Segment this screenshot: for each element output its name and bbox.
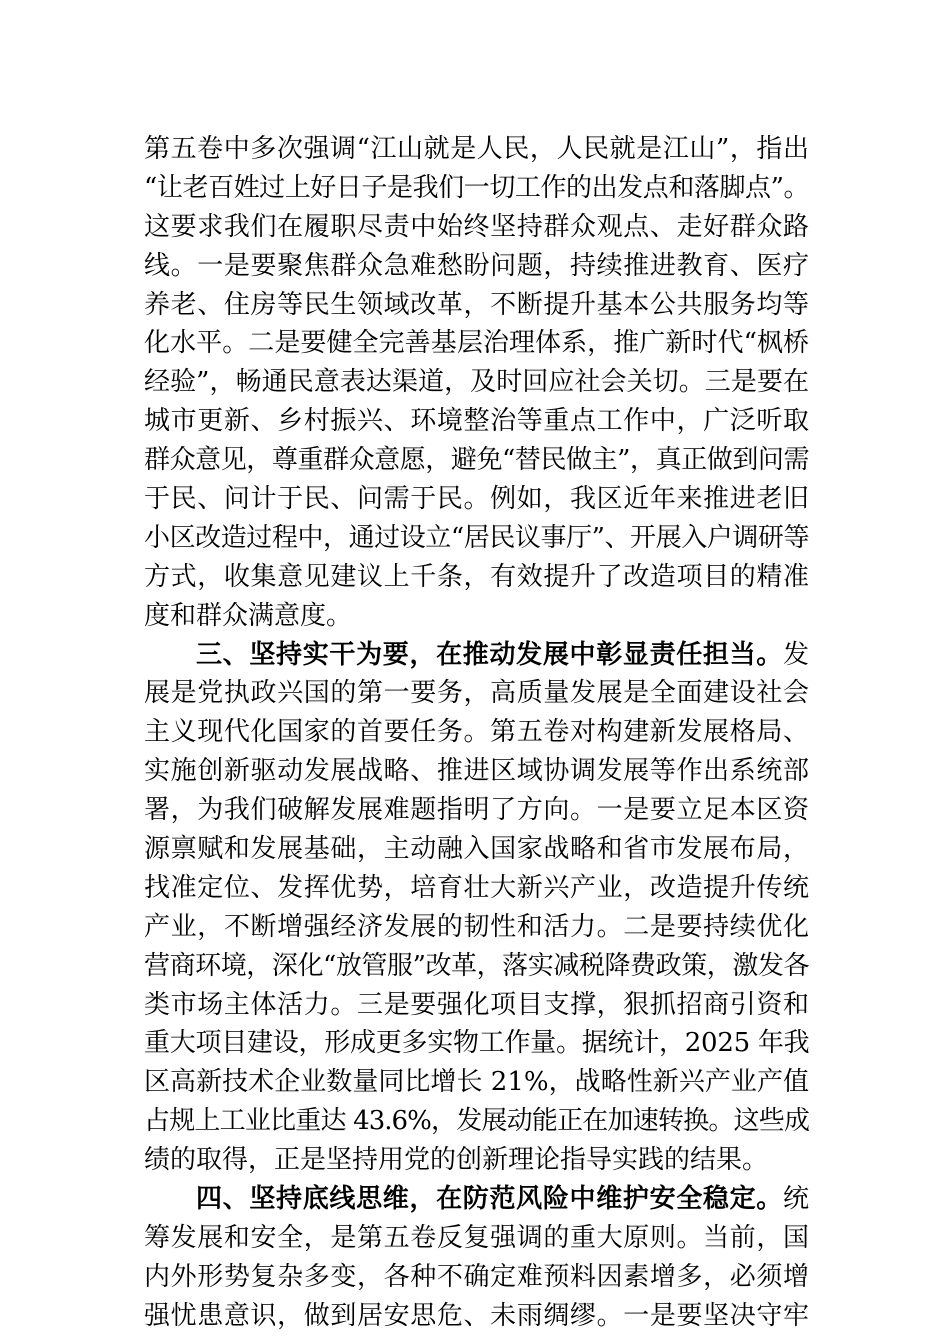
- text-line: 经验”，畅通民意表达渠道，及时回应社会关切。三是要在: [144, 367, 809, 398]
- text-line: 于民、问计于民、问需于民。例如，我区近年来推进老旧: [144, 484, 809, 515]
- text-line: 主义现代化国家的首要任务。第五卷对构建新发展格局、: [144, 717, 809, 748]
- text-line: 小区改造过程中，通过设立“居民议事厅”、开展入户调研等: [144, 522, 809, 553]
- text-line: 方式，收集意见建议上千条，有效提升了改造项目的精准: [144, 561, 809, 592]
- text-line: “让老百姓过上好日子是我们一切工作的出发点和落脚点”。: [144, 172, 809, 203]
- text-line: 区高新技术企业数量同比增长 21%，战略性新兴产业产值: [144, 1067, 809, 1098]
- text-line: 筹发展和安全，是第五卷反复强调的重大原则。当前，国: [144, 1222, 809, 1253]
- section-heading: 三、坚持实干为要，在推动发展中彰显责任担当。: [196, 639, 783, 670]
- text-line: 署，为我们破解发展难题指明了方向。一是要立足本区资: [144, 795, 809, 826]
- text-line: 产业，不断增强经济发展的韧性和活力。二是要持续优化: [144, 911, 809, 942]
- text-line: 度和群众满意度。: [144, 600, 353, 631]
- text-line: 线。一是要聚焦群众急难愁盼问题，持续推进教育、医疗: [144, 250, 809, 281]
- text-line: 第五卷中多次强调“江山就是人民，人民就是江山”，指出: [144, 134, 809, 164]
- text-line: 城市更新、乡村振兴、环境整治等重点工作中，广泛听取: [144, 406, 809, 437]
- text-line: 展是党执政兴国的第一要务，高质量发展是全面建设社会: [144, 678, 809, 709]
- document-body: [144, 130, 809, 1336]
- text-run: 发: [782, 639, 809, 670]
- text-line: 源禀赋和发展基础，主动融入国家战略和省市发展布局，: [144, 834, 809, 865]
- text-line-heading: [144, 636, 809, 675]
- text-line: 重大项目建设，形成更多实物工作量。据统计，2025 年我: [144, 1028, 810, 1059]
- text-line: 群众意见，尊重群众意愿，避免“替民做主”，真正做到问需: [144, 445, 809, 476]
- text-line-heading: [144, 1180, 809, 1219]
- text-line: 内外形势复杂多变，各种不确定难预料因素增多，必须增: [144, 1261, 809, 1292]
- text-run: 统: [782, 1184, 809, 1215]
- text-line: 类市场主体活力。三是要强化项目支撑，狠抓招商引资和: [144, 989, 809, 1020]
- text-line: 找准定位、发挥优势，培育壮大新兴产业，改造提升传统: [144, 872, 809, 903]
- text-line: 化水平。二是要健全完善基层治理体系，推广新时代“枫桥: [144, 328, 809, 359]
- text-line: 养老、住房等民生领域改革，不断提升基本公共服务均等: [144, 289, 809, 320]
- text-line: 占规上工业比重达 43.6%，发展动能正在加速转换。这些成: [144, 1106, 809, 1137]
- text-line: 实施创新驱动发展战略、推进区域协调发展等作出系统部: [144, 756, 809, 787]
- text-line: 绩的取得，正是坚持用党的创新理论指导实践的结果。: [144, 1145, 769, 1176]
- paragraph-security: [144, 1180, 809, 1336]
- paragraph-people: [144, 130, 809, 636]
- paragraph-development: [144, 636, 809, 1180]
- text-line: 营商环境，深化“放管服”改革，落实减税降费政策，激发各: [144, 950, 809, 981]
- section-heading: 四、坚持底线思维，在防范风险中维护安全稳定。: [196, 1184, 783, 1215]
- text-line: 这要求我们在履职尽责中始终坚持群众观点、走好群众路: [144, 211, 809, 242]
- text-line: 强忧患意识，做到居安思危、未雨绸缪。一是要坚决守牢: [144, 1300, 809, 1331]
